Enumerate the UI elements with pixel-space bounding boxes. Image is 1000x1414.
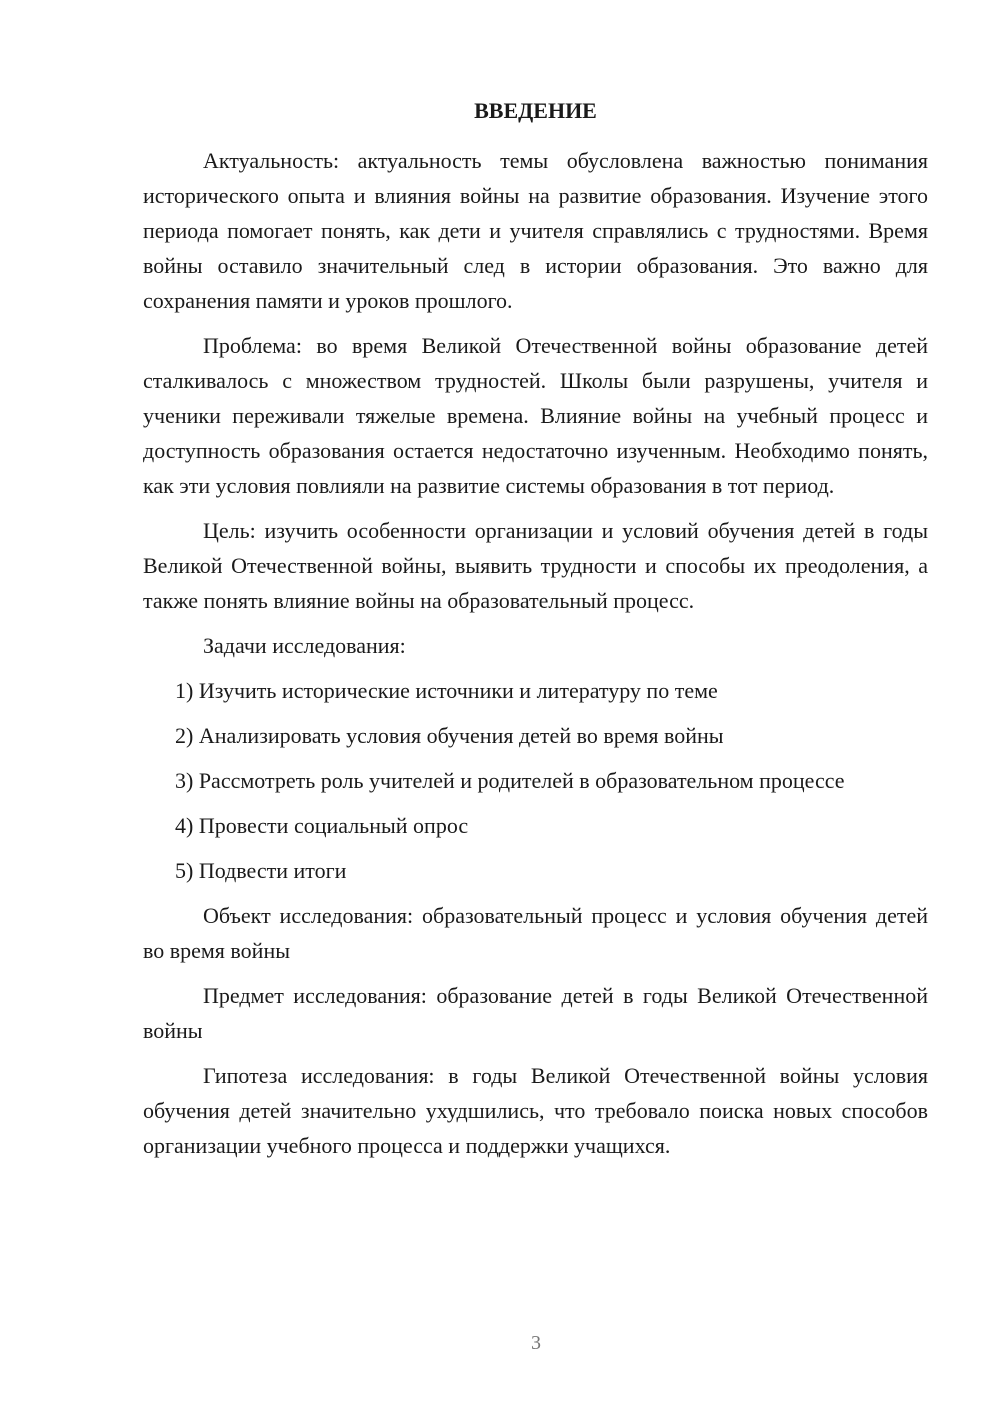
document-page <box>143 93 928 1173</box>
task-item: 1) Изучить исторические источники и литературу по теме <box>175 678 718 703</box>
tasks-heading: Задачи исследования: <box>203 633 406 658</box>
object-paragraph: Объект исследования: образовательный процесс и условия обучения детей во время войны <box>143 903 928 963</box>
hypothesis-paragraph: Гипотеза исследования: в годы Великой Отечественной войны условия обучения детей значительно ухудшились, что требовало поиска новых способов организации учебного процесса и поддержки учащихся. <box>143 1063 928 1158</box>
problem-paragraph: Проблема: во время Великой Отечественной войны образование детей сталкивалось с множеством трудностей. Школы были разрушены, учителя и ученики переживали тяжелые времена. Влияние войны на учебный процесс и доступность образования остается недостаточно изученным. Необходимо понять, как эти условия повлияли на развитие системы образования в тот период. <box>143 333 928 498</box>
task-item: 2) Анализировать условия обучения детей во время войны <box>175 723 724 748</box>
page-number: 3 <box>531 1332 541 1354</box>
goal-paragraph: Цель: изучить особенности организации и условий обучения детей в годы Великой Отечественной войны, выявить трудности и способы их преодоления, а также понять влияние войны на образовательный процесс. <box>143 518 928 613</box>
task-item: 4) Провести социальный опрос <box>175 813 469 838</box>
task-item: 5) Подвести итоги <box>175 858 347 883</box>
section-title: ВВЕДЕНИЕ <box>474 98 597 123</box>
task-item: 3) Рассмотреть роль учителей и родителей в образовательном процессе <box>175 768 845 793</box>
relevance-paragraph: Актуальность: актуальность темы обусловлена важностью понимания исторического опыта и влияния войны на развитие образования. Изучение этого периода помогает понять, как дети и учителя справлялись с трудностями. Время войны оставило значительный след в истории образования. Это важно для сохранения памяти и уроков прошлого. <box>143 148 928 313</box>
subject-paragraph: Предмет исследования: образование детей в годы Великой Отечественной войны <box>143 983 928 1043</box>
